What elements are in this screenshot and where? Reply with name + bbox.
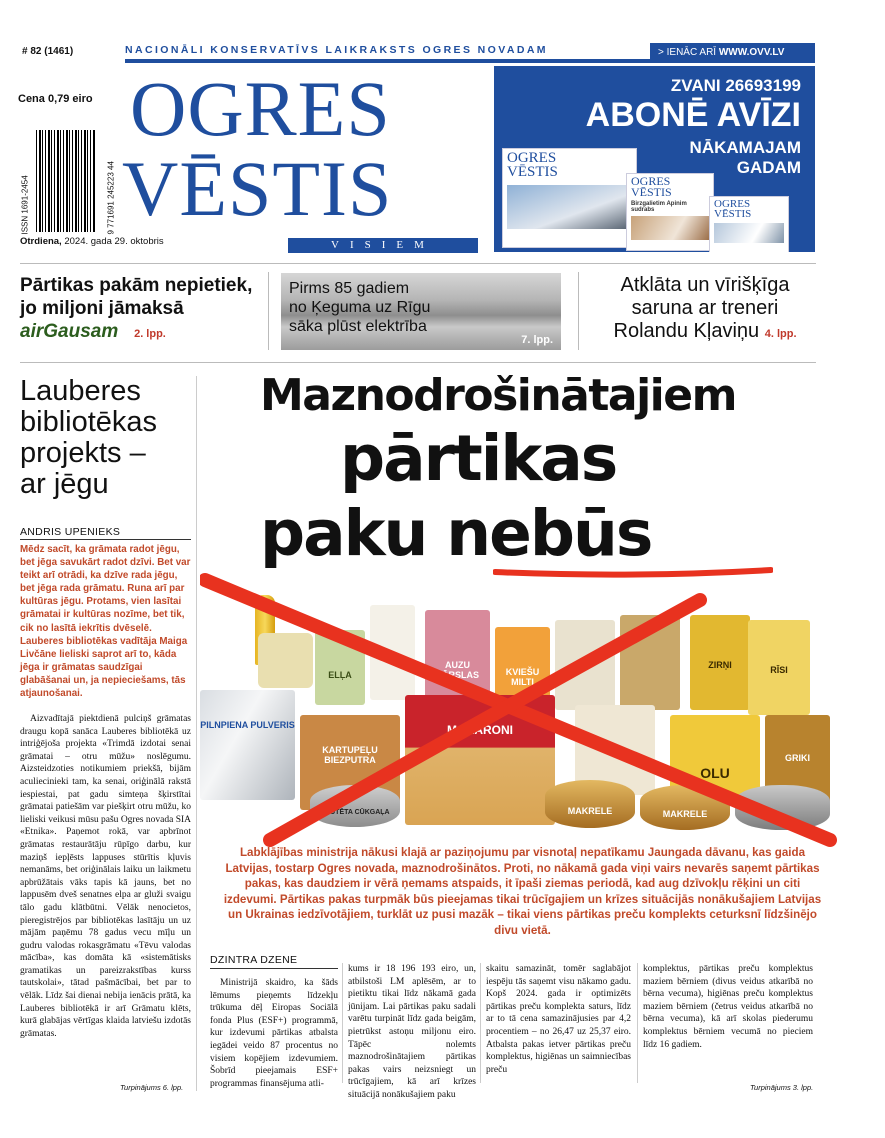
teaser-2-text: Pirms 85 gadiem no Ķeguma uz Rīgu sāka plūst elektrība [289, 280, 431, 335]
ad-headline: ABONĒ AVĪZI [585, 96, 801, 134]
column-divider [196, 376, 197, 1091]
visit-site: WWW.OVV.LV [718, 47, 785, 58]
teaser-1-text: Pārtikas pakām nepietiek, jo miljoni jāmaksā [20, 275, 253, 319]
ad-newspaper-thumb-3: OGRES VĒSTIS [709, 196, 789, 252]
subscription-ad[interactable] [494, 66, 815, 252]
can-pork: SAUTĒTA CŪKGAĻA [310, 785, 400, 827]
left-article-body: Aizvadītajā piektdienā pulciņš grāmatas draugu kopā sanāca Lauberes bibliotēkā uz intriģējoša projekta «Trimdā izdotai senai grāmatai – otru mūžu» noslēgumu. Aizsteidzoties notikumiem priekšā, bijām aculieciniekі tam, ka senai, oriģinālā rakstā iespiestai, pat gadu simteņa šķirstītai grāmatai patiešām var piešķirt otru mūžu, ko lieliski veikusi mūsu pašu Ogres novada SIA «Etnika». Paņemot rokā, var apbrīnot grāmatas restaurātāju rūpīgo darbu, kur mazіņš iepļēsts lappuses stūrītis kļuvis nemanāms, bet oriģinālais laiku un laikmetu apbrūžātais vāks tapis kā jauns, bet no lappusēm dveš senatnes elpa ar gluži svaigu tālo gadu klātbūtni. Vēlāk nenocietos, pieregіstrējos par bibliotēkas lasītāju un uz mājām paņēmu 78 gadus vecu mīļu un gudru valodas rokasgrāmatu «Tēvu valodas mācība», kas domāta kā «sistemātisks gramatikas un pareizrakstības kurss tautskolai», tātad pašmācībai, bet par to vēlāk. Līdz šai dienai nebija ienācis prātā, ka Lauberes bibliotēkā ir arī Grāmatu klēts, kurā glabājas vērtīgas klaida latviešu izdotās grāmatas. [20, 714, 191, 1039]
ad-newspaper-thumb-2: OGRES VĒSTIS Birzgalietim Apinim sudrabs [626, 173, 714, 251]
masthead-title-line1: OGRES [130, 65, 391, 152]
red-cross-mark [200, 560, 840, 850]
package-oil: ELĻA [315, 630, 365, 705]
teaser-3-line2: saruna ar treneri [631, 297, 779, 319]
main-article-continued: Turpinājums 3. lpp. [750, 1083, 814, 1092]
teaser-airgausam[interactable] [20, 274, 260, 343]
masthead-ribbon: VISIEM [288, 238, 478, 253]
teaser-2-page: 7. lpp. [521, 334, 553, 346]
teaser-1-brand: airGausam [20, 321, 119, 342]
main-article-author: DZINTRA DZENE [210, 954, 298, 966]
col-divider-3 [637, 963, 638, 1083]
can-mackerel-2: MAKRELE [640, 785, 730, 830]
left-article-author: ANDRIS UPENIEKS [20, 526, 121, 538]
col-divider-2 [480, 963, 481, 1083]
teaser-1-page: 2. lpp. [134, 328, 166, 340]
teaser-divider-1 [268, 272, 269, 350]
main-headline-line2[interactable]: pārtikas [340, 422, 617, 495]
ad-newspaper-thumb-1: OGRES VĒSTIS [502, 148, 637, 248]
milk-powder-bag: PILNPIENA PULVERIS [200, 690, 295, 800]
visit-prefix: > IENĀC ARĪ [658, 47, 717, 58]
teaser-3-line1: Atklāta un vīrišķīga [620, 274, 790, 296]
main-article-col3: skaitu samazināt, tomēr saglabājot iespēju tās saņemt visu nākamo gadu. Kopš 2024. gada ir optimizēts pārtikas preču komplekta saturs, līdz ar to tā cena samazinājusies par 4,2 procentiem – no 26,47 uz 25,37 eiro. Atbalsta pakas ietver pārtikas preču komplektus, higiēnas un saimniecības preču [486, 964, 631, 1075]
can-mackerel-1: MAKRELE [545, 780, 635, 828]
package-buckwheat: GRIKI [765, 715, 830, 805]
ad-subline: NĀKAMAJAM GADAM [689, 138, 801, 177]
author-rule [20, 539, 191, 540]
price-label: Cena 0,79 eiro [18, 93, 93, 105]
issue-number: # 82 (1461) [22, 46, 74, 57]
main-author-rule [210, 968, 338, 969]
ad-phone: ZVANI 26693199 [670, 76, 801, 95]
left-article-headline[interactable]: Lauberes bibliotēkas projekts – ar jēgu [20, 375, 158, 500]
teaser-top-rule [20, 263, 816, 264]
teaser-klavins[interactable] [594, 274, 816, 343]
left-article-continued: Turpinājums 6. lpp. [120, 1083, 184, 1092]
barcode-number: 9 771691 245223 44 [106, 161, 116, 235]
teaser-kegums[interactable] [281, 273, 561, 350]
masthead-tagline: NACIONĀLI KONSERVATĪVS LAIKRAKSTS OGRES NOVADAM [125, 44, 650, 60]
main-article-col4: komplektus, pārtikas preču komplektus maziem bērniem (divus veidus atkarībā no bērna vecuma), higiēnas preču komplektus maziem bērniem (četrus veidus atkarībā no bērna vecuma), kā arī skolas piederumu komplektus bērniem vecumā no pieciem līdz 16 gadiem. [643, 964, 813, 1050]
barcode-image [36, 130, 96, 232]
teaser-bottom-rule [20, 362, 816, 363]
pasta-bag: MAKARONI [405, 695, 555, 825]
main-article-col1: Ministrijā skaidro, ka šāds lēmums pieņemts līdzekļu trūkuma dēļ Eiropas Sociālā fonda Plus (ESF+) programmā, kur izdevumi pārtikas atbalsta iegādei veido 87 procentus no visiem kopējiem izdevumiem. Šobrīd pieejamais ESF+ programmas finansējuma atli- [210, 978, 338, 1089]
potato-puree-box: KARTUPEĻU BIEZPUTRA [300, 715, 400, 810]
issue-date: Otrdiena, 2024. gada 29. oktobris [20, 236, 164, 247]
package-yellow: OLU [670, 715, 760, 805]
main-article-col2: kums ir 18 196 193 eiro, un, atbilstoši LM aplēsēm, ar to pietiktu tikai līdz nākamā gada jūnijam. Lai pārtikas paku sadali varētu turpināt līdz gada beigām, pietrūkst astoņu miljonu eiro. Tāpēc nolemts maznodrošinātajiem pārtikas pakas vairs neizsniegt un trūcīgajiem, kā arī krīzes situācijā nonākušajiem paku [348, 964, 476, 1100]
website-link[interactable] [650, 43, 815, 63]
main-headline-line3[interactable]: paku nebūs [260, 497, 652, 570]
package-rice: RĪSI [748, 620, 810, 715]
package-flour: KVIEŠU MILTI [495, 627, 550, 712]
package-peas: ZIRŅI [690, 615, 750, 710]
issn-label: ISSN 1691-2454 [20, 175, 30, 235]
main-headline-line1[interactable]: Maznodrošinātajiem [260, 370, 736, 421]
left-article-lead: Mēdz sacīt, ka grāmata radot jēgu, bet jēga savukārt radot dzīvi. Bet var teikt arī otrādi, ka dzīve rada jēgu, bet jēga rada grāmatu. Runa arī par kultūras jēgu. Protams, vien lasītai grāmatai ir kultūras nozīme, bet tik, cik no lasītā iekrītis dvēselē. Lauberes bibliotēkas vadītāja Maiga Livčāne lieliski saprot arī to, kāda jēga ir grāmatas saudzīgai glabāšanai un, ja nepieciešams, tās atjaunošanai. [20, 544, 191, 700]
teaser-divider-2 [578, 272, 579, 350]
col-divider-1 [342, 963, 343, 1083]
main-article-lede: Labklājības ministrija nākusi klajā ar paziņojumu par visnotaļ nepatīkamu Jaungada dāvanu, kas gaida Latvijas, tostarp Ogres novada, maznodrošinātos. Proti, no nākamā gada viņi vairs nevarēs saņemt pārtikas pakas, kas daudziem ir vērā ņemams atspaids, it īpaši ziemas periodā, kad aug dzīvokļu rēķini un citi izdevumi. Pārtikas pakas turpmāk būs pieejamas tikai trūcīgajiem un krīzes situācijās nonākušajiem Latvijas un Ukrainas iedzīvotājiem, turklāt uz pusi mazāk – tikai viens pārtikas preču komplekts ceturksnī līdzšinējo divu vietā. [223, 846, 822, 937]
barcode-block [14, 130, 116, 238]
teaser-3-line3: Rolandu Kļaviņu 4. lpp. [613, 320, 797, 342]
masthead-title-line2: VĒSTIS [122, 145, 393, 232]
package-oats: AUZU PĀRSLAS [425, 610, 490, 710]
